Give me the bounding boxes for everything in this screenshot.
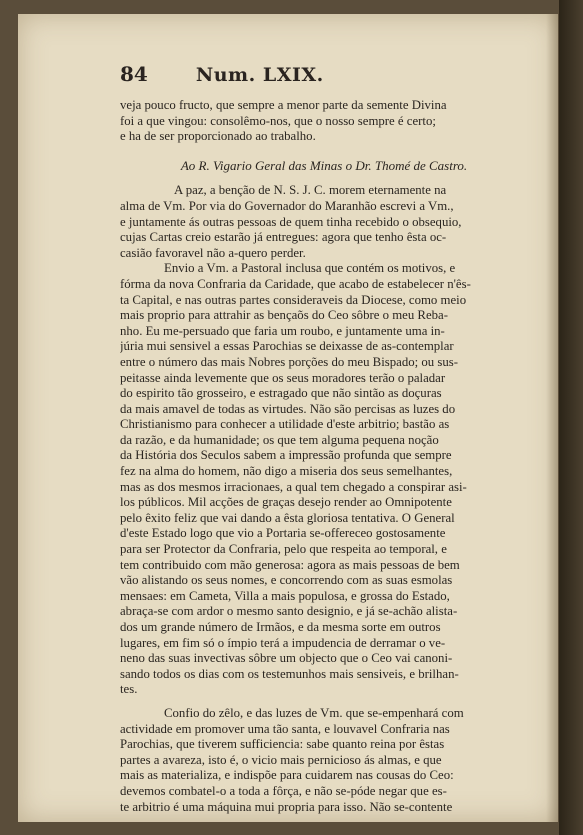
text-line: lugares, em fim só o ímpio terá a impudencia de derramar o ve- xyxy=(120,635,446,650)
text-line: e juntamente ás outras pessoas de quem tinha recebido o obsequio, xyxy=(120,214,462,229)
text-line: ta Capital, e nas outras partes consideraveis da Diocese, como meio xyxy=(120,292,467,307)
text-line: para ser Protector da Confraria, pelo que respeita ao temporal, e xyxy=(120,542,447,557)
text-line: Confio do zêlo, e das luzes de Vm. que se-empenhará com xyxy=(164,705,464,720)
paragraph-2 xyxy=(120,261,528,698)
text-line: mais as materializa, e indispõe para cuidarem nas cousas do Ceo: xyxy=(120,768,454,783)
text-line: do espirito tão grosseiro, e estragado que não sintão as doçuras xyxy=(120,386,442,401)
text-line: da mais amavel de todas as virtudes. Não são percisas as luzes do xyxy=(120,401,456,416)
text-line: mas as dos mesmos irracionaes, a qual tem chegado a conspirar asi- xyxy=(120,479,467,494)
book-edge xyxy=(559,0,583,835)
paragraph-3 xyxy=(120,706,528,815)
text-line: entre o número das mais Nobres porções do meu Bispado; ou sus- xyxy=(120,354,458,369)
paragraph-gap xyxy=(120,698,528,706)
body-text xyxy=(120,98,528,815)
letter-heading: Ao R. Vigario Geral das Minas o Dr. Thomé de Castro. xyxy=(180,157,468,173)
text-line: veja pouco fructo, que sempre a menor parte da semente Divina xyxy=(120,98,447,112)
text-line: te arbitrio é uma máquina mui propria para isso. Não se-contente xyxy=(120,799,453,814)
text-line: Christianismo para conhecer a utilidade d'este arbitrio; bastão as xyxy=(120,417,450,432)
text-line: mensaes: em Cameta, Villa a mais populosa, e grossa do Estado, xyxy=(120,588,450,603)
text-line: e ha de ser proporcionado ao trabalho. xyxy=(120,129,316,144)
text-line: d'este Estado logo que vio a Portaria se-offereceo gostosamente xyxy=(120,526,446,541)
paragraph-1 xyxy=(120,183,528,261)
text-line: tes. xyxy=(120,682,138,697)
text-line: da razão, e da humanidade; os que tem alguma pequena noção xyxy=(120,432,439,447)
text-line: los públicos. Mil acções de graças desejo render ao Omnipotente xyxy=(120,495,452,510)
text-line: alma de Vm. Por via do Governador do Maranhão escrevi a Vm., xyxy=(120,198,454,213)
text-line: casião favoravel não a-quero perder. xyxy=(120,245,306,260)
text-line: vão alistando os seus nomes, e concorrendo com as suas esmolas xyxy=(120,573,453,588)
text-line: foi a que vingou: consolêmo-nos, que o nosso sempre é certo; xyxy=(120,113,436,128)
text-line: tem contribuido com mão generosa: agora as mais pessoas de bem xyxy=(120,557,460,572)
text-line: sando todos os dias com os testemunhos mais sensiveis, e brilhan- xyxy=(120,666,459,681)
text-line: peitasse ainda levemente que os seus moradores terão o paladar xyxy=(120,370,446,385)
text-line: mais proprio para attrahir as bençaõs do Ceo sôbre o meu Reba- xyxy=(120,308,448,323)
text-line: abraça-se com ardor o mesmo santo designio, e já se-achão alista- xyxy=(120,604,458,619)
page-header xyxy=(120,62,520,92)
text-line: cujas Cartas creio estarão já entregues: agora que tenho êsta oc- xyxy=(120,230,447,245)
text-line: fez na alma do homem, não digo a miseria dos seus semelhantes, xyxy=(120,464,453,479)
page-number: 84 xyxy=(120,62,148,86)
running-title: Num. LXIX. xyxy=(195,64,324,86)
text-line: neno das suas invectivas sôbre um objecto que o Ceo vai canoni- xyxy=(120,651,453,666)
text-line: fórma da nova Confraria da Caridade, que acabo de estabelecer n'ês- xyxy=(120,276,471,291)
text-line: Parochias, que tiverem sufficiencia: sabe quanto reina por êstas xyxy=(120,737,445,752)
text-line: dos um grande número de Irmãos, e da mesma sorte em outros xyxy=(120,620,441,634)
text-line: pelo êxito feliz que vai dando a êsta gloriosa tentativa. O General xyxy=(120,510,455,525)
text-line: Envio a Vm. a Pastoral inclusa que contém os motivos, e xyxy=(164,261,456,276)
text-line: devemos combatel-o a toda a fôrça, e não se-póde negar que es- xyxy=(120,783,447,798)
text-line: partes a avareza, isto é, o vicio mais pernicioso ás almas, e que xyxy=(120,752,442,767)
text-line: actividade em promover uma tão santa, e louvavel Confraria nas xyxy=(120,721,450,736)
text-line: nho. Eu me-persuado que faria um roubo, e juntamente uma in- xyxy=(120,323,445,338)
text-line: júria mui sensivel a essas Parochias se deixasse de as-contemplar xyxy=(120,339,454,354)
text-line: da História dos Seculos sabem a impressão profunda que sempre xyxy=(120,448,452,463)
text-line: A paz, a benção de N. S. J. C. morem eternamente na xyxy=(174,183,447,198)
